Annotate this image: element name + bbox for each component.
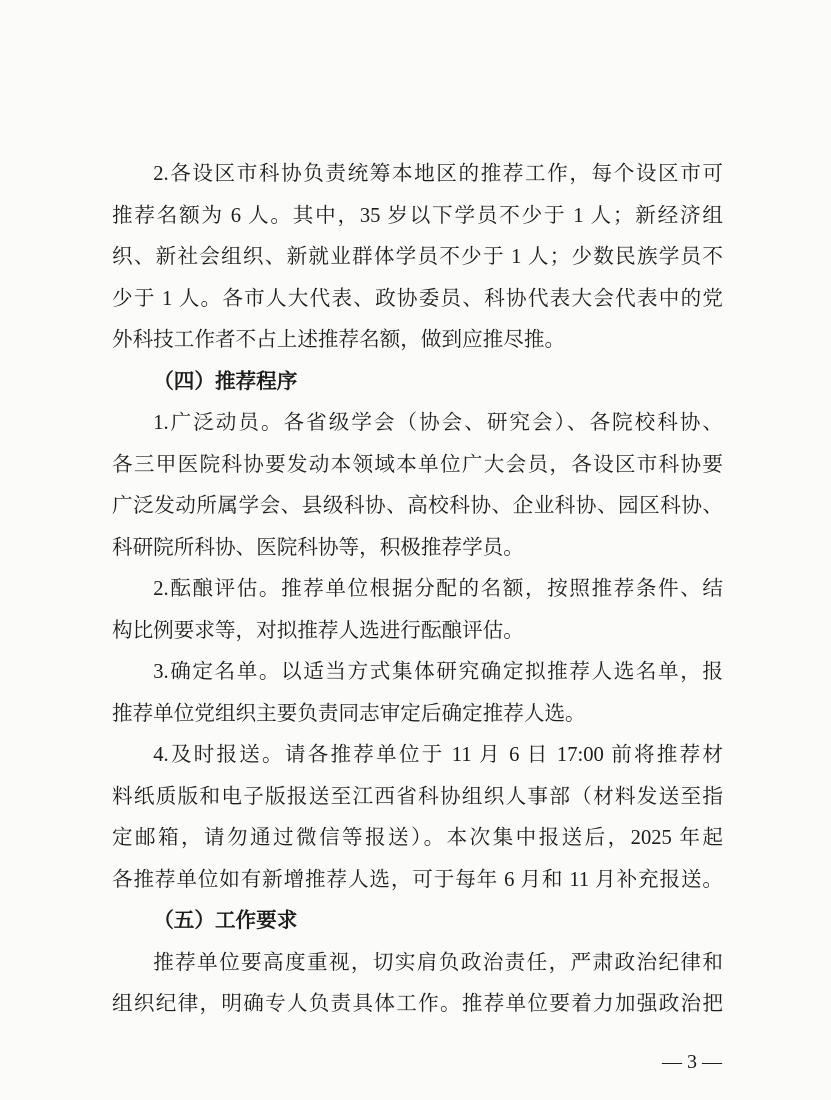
text-line: 料纸质版和电子版报送至江西省科协组织人事部（材料发送至指 [112,785,723,808]
paragraph-evaluate [112,569,723,652]
text-line: 推荐单位党组织主要负责同志审定后确定推荐人选。 [112,702,586,725]
text-line: 科研院所科协、医院科协等，积极推荐学员。 [112,536,524,559]
text-line: 3.确定名单。以适当方式集体研究确定拟推荐人选名单，报 [153,661,723,683]
text-line: 各三甲医院科协要发动本领域本单位广大会员，各设区市科协要 [112,453,723,476]
text-line: 2.酝酿评估。推荐单位根据分配的名额，按照推荐条件、结 [153,578,723,600]
text-line: 1.广泛动员。各省级学会（协会、研究会）、各院校科协、 [153,412,723,434]
text-line: 各推荐单位如有新增推荐人选，可于每年 6 月和 11 月补充报送。 [112,868,723,891]
text-line: 定邮箱，请勿通过微信等报送）。本次集中报送后，2025 年起 [112,827,723,849]
document-body [112,154,723,1026]
section-heading-procedure: （四）推荐程序 [153,370,298,393]
paragraph-requirements [112,943,723,1026]
text-line: 构比例要求等，对拟推荐人选进行酝酿评估。 [112,619,524,642]
text-line: 推荐单位要高度重视，切实肩负政治责任，严肃政治纪律和 [153,951,723,974]
text-line: 4.及时报送。请各推荐单位于 11 月 6 日 17:00 前将推荐材 [153,744,723,766]
text-line: 广泛发动所属学会、县级科协、高校科协、企业科协、园区科协、 [112,495,723,517]
text-line: 组织纪律，明确专人负责具体工作。推荐单位要着力加强政治把 [112,993,723,1015]
paragraph-submit [112,735,723,901]
text-line: 少于 1 人。各市人大代表、政协委员、科协代表大会代表中的党 [112,287,723,310]
page-number: — 3 — [662,1051,722,1073]
paragraph-mobilize [112,403,723,569]
section-heading-requirements: （五）工作要求 [153,910,298,932]
text-line: 外科技工作者不占上述推荐名额，做到应推尽推。 [112,329,566,351]
paragraph-confirm-list [112,652,723,735]
text-line: 2.各设区市科协负责统筹本地区的推荐工作，每个设区市可 [153,163,723,185]
text-line: 织、新社会组织、新就业群体学员不少于 1 人；少数民族学员不 [112,246,723,268]
paragraph-quota [112,154,723,362]
text-line: 推荐名额为 6 人。其中，35 岁以下学员不少于 1 人；新经济组 [112,204,723,227]
